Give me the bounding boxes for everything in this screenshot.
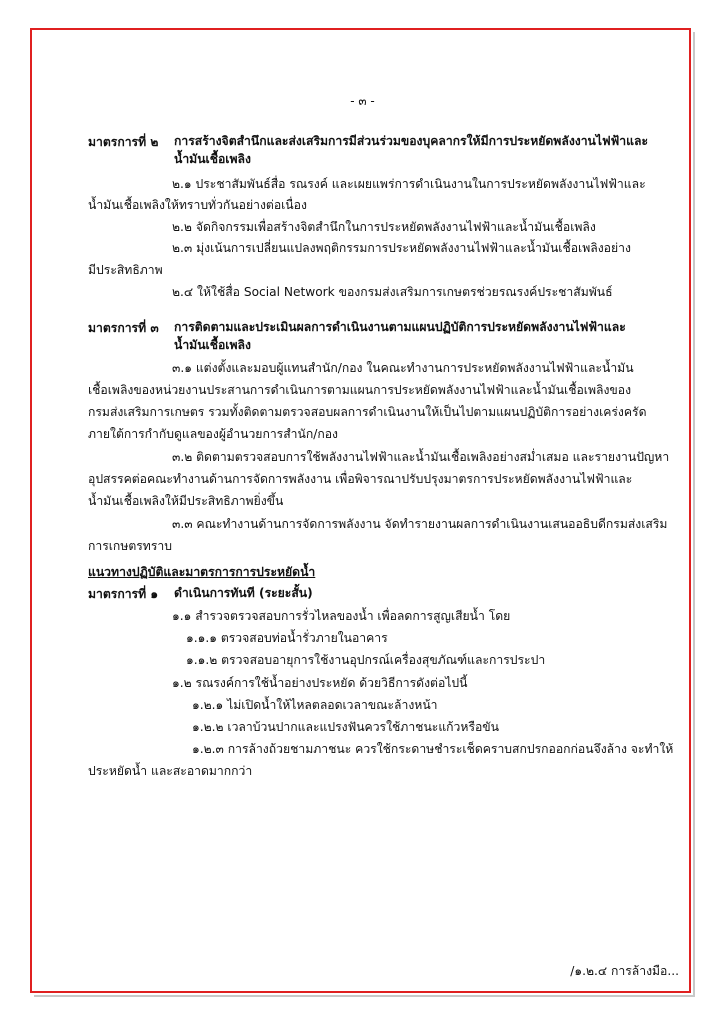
measure-3-item-2-line2: อุปสรรคต่อคณะทำงานด้านการจัดการพลังงาน เพื่อพิจารณาปรับปรุงมาตรการประหยัดพลังงานไฟฟ้าและ [88,472,633,486]
measure-3-label: มาตรการที่ ๓ [88,321,159,335]
page-border [30,28,691,993]
measure-2-item-3-line2: มีประสิทธิภาพ [88,263,163,277]
water-item-1-2-3-line1: ๑.๒.๓ การล้างถ้วยชามภาชนะ ควรใช้กระดาษชำระเช็ดคราบสกปรกออกก่อนจึงล้าง จะทำให้ [192,742,674,756]
page-number: - ๓ - [350,94,375,108]
water-item-1-1-2: ๑.๑.๒ ตรวจสอบอายุการใช้งานอุปกรณ์เครื่องสุขภัณฑ์และการประปา [186,653,546,667]
water-item-1-2: ๑.๒ รณรงค์การใช้น้ำอย่างประหยัด ด้วยวิธีการดังต่อไปนี้ [172,676,468,690]
measure-3-title-line1: การติดตามและประเมินผลการดำเนินงานตามแผนปฏิบัติการประหยัดพลังงานไฟฟ้าและ [174,320,626,334]
measure-3-item-1-line3: กรมส่งเสริมการเกษตร รวมทั้งติดตามตรวจสอบผลการดำเนินงานให้เป็นไปตามแผนปฏิบัติการอย่างเคร่งครัด [88,405,647,419]
measure-3-item-1-line1: ๓.๑ แต่งตั้งและมอบผู้แทนสำนัก/กอง ในคณะทำงานการประหยัดพลังงานไฟฟ้าและน้ำมัน [172,361,634,375]
measure-3-item-3-line1: ๓.๓ คณะทำงานด้านการจัดการพลังงาน จัดทำรายงานผลการดำเนินงานเสนออธิบดีกรมส่งเสริม [172,517,668,531]
water-section-heading: แนวทางปฏิบัติและมาตรการการประหยัดน้ำ [88,565,316,579]
water-item-1-2-1: ๑.๒.๑ ไม่เปิดน้ำให้ไหลตลอดเวลาขณะล้างหน้า [192,698,438,712]
measure-3-title-line2: น้ำมันเชื้อเพลิง [174,338,251,352]
water-item-1-2-2: ๑.๒.๒ เวลาบ้วนปากและแปรงฟันควรใช้ภาชนะแก้วหรือขัน [192,720,499,734]
measure-2-item-1-line1: ๒.๑ ประชาสัมพันธ์สื่อ รณรงค์ และเผยแพร่การดำเนินงานในการประหยัดพลังงานไฟฟ้าและ [172,177,646,191]
water-item-1-1-1: ๑.๑.๑ ตรวจสอบท่อน้ำรั่วภายในอาคาร [186,631,388,645]
continuation-note: /๑.๒.๔ การล้างมือ... [570,964,679,978]
measure-3-item-1-line4: ภายใต้การกำกับดูแลของผู้อำนวยการสำนัก/กอง [88,427,338,441]
measure-2-item-1-line2: น้ำมันเชื้อเพลิงให้ทราบทั่วกันอย่างต่อเนื่อง [88,198,307,212]
measure-2-label: มาตรการที่ ๒ [88,135,159,149]
measure-2-title-line2: น้ำมันเชื้อเพลิง [174,152,251,166]
water-measure-1-label: มาตรการที่ ๑ [88,587,159,601]
measure-2-item-4: ๒.๔ ให้ใช้สื่อ Social Network ของกรมส่งเสริมการเกษตรช่วยรณรงค์ประชาสัมพันธ์ [172,285,613,299]
measure-3-item-1-line2: เชื้อเพลิงของหน่วยงานประสานการดำเนินการตามแผนการประหยัดพลังงานไฟฟ้าและน้ำมันเชื้อเพลิงของ [88,383,632,397]
water-item-1-2-3-line2: ประหยัดน้ำ และสะอาดมากกว่า [88,764,253,778]
water-item-1-1: ๑.๑ สำรวจตรวจสอบการรั่วไหลของน้ำ เพื่อลดการสูญเสียน้ำ โดย [172,609,511,623]
measure-3-item-3-line2: การเกษตรทราบ [88,539,172,553]
measure-2-item-3-line1: ๒.๓ มุ่งเน้นการเปลี่ยนแปลงพฤติกรรมการประหยัดพลังงานไฟฟ้าและน้ำมันเชื้อเพลิงอย่าง [172,241,631,255]
measure-2-item-2: ๒.๒ จัดกิจกรรมเพื่อสร้างจิตสำนึกในการประหยัดพลังงานไฟฟ้าและน้ำมันเชื้อเพลิง [172,220,596,234]
measure-3-item-2-line1: ๓.๒ ติดตามตรวจสอบการใช้พลังงานไฟฟ้าและน้ำมันเชื้อเพลิงอย่างสม่ำเสมอ และรายงานปัญหา [172,450,670,464]
measure-2-title-line1: การสร้างจิตสำนึกและส่งเสริมการมีส่วนร่วมของบุคลากรให้มีการประหยัดพลังงานไฟฟ้าและ [174,134,648,148]
water-measure-1-title: ดำเนินการทันที (ระยะสั้น) [174,586,313,600]
measure-3-item-2-line3: น้ำมันเชื้อเพลิงให้มีประสิทธิภาพยิ่งขึ้น [88,494,284,508]
